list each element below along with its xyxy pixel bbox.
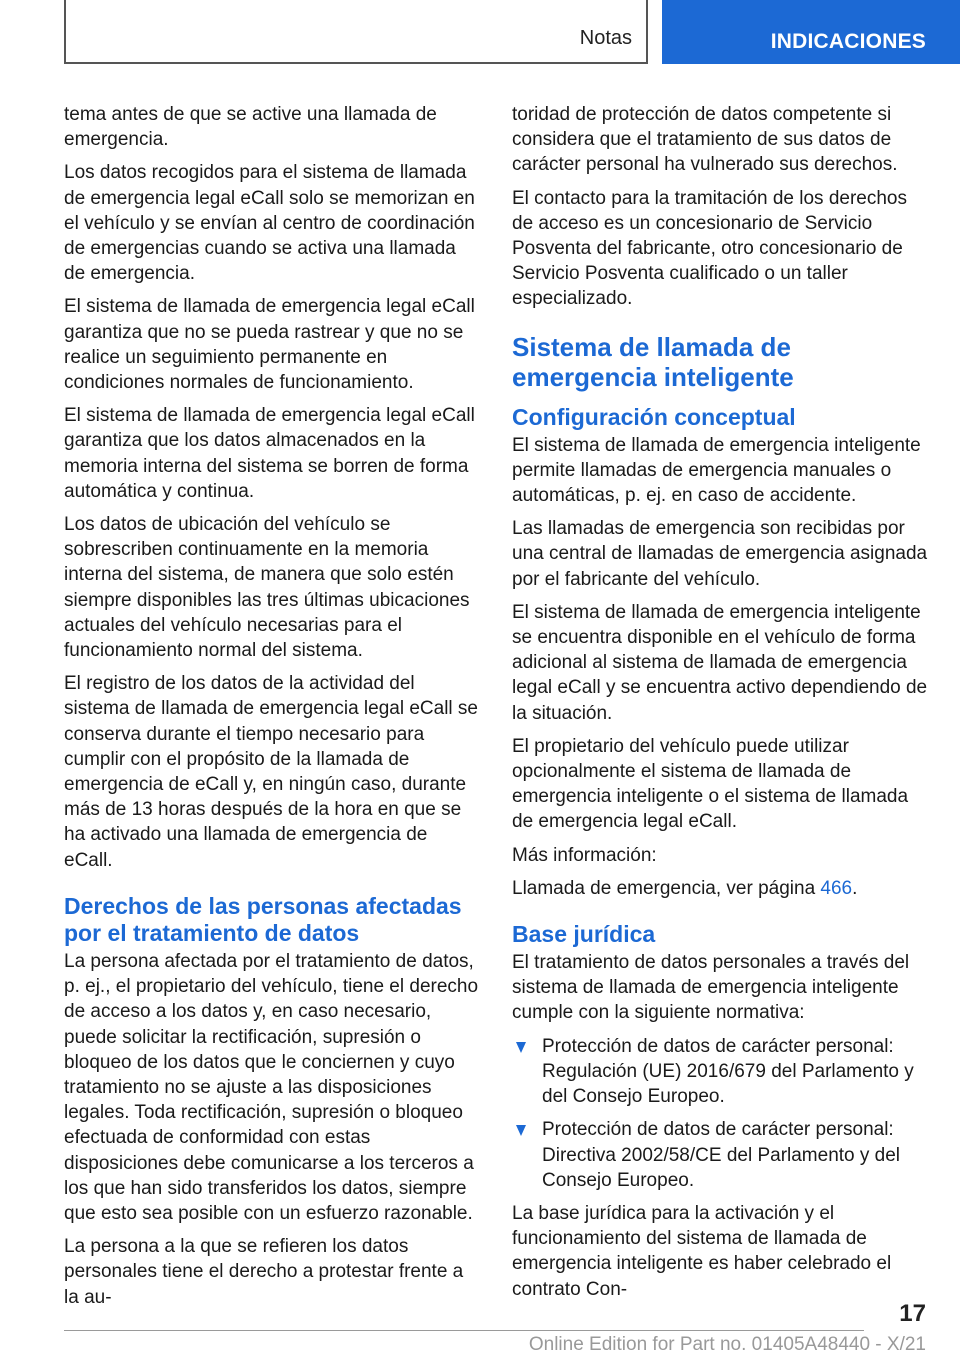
paragraph: La persona afectada por el tratamiento de datos, p. ej., el propietario del vehículo, tiene el derecho de acceso a los datos y, en caso necesario, puede solicitar la rectificación, supresión o bloqueo de los datos que le conciernen y cuyo tratamiento no se ajuste a las disposiciones legales. Toda rectificación, supresión o bloqueo efectuada de conformidad con estas disposiciones debe comunicarse a los terceros a los que han sido transferidos los datos, siempre que esto sea posible con un esfuerzo razonable.	[64, 950, 479, 1224]
left-column	[64, 102, 480, 1318]
paragraph: Más información:	[512, 844, 657, 866]
paragraph: El sistema de llamada de emergencia legal eCall garantiza que no se pueda rastrear y que no se realice un seguimiento permanente en condiciones normales de funcionamiento.	[64, 296, 475, 394]
paragraph: Los datos de ubicación del vehículo se sobrescriben continuamente en la memoria interna del sistema, de manera que solo estén siempre disponibles las tres últimas ubicaciones actuales del vehículo necesarias para el funcionamiento normal del sistema.	[64, 514, 470, 662]
footer-divider	[64, 1330, 864, 1331]
heading-rights: Derechos de las personas afectadas por el tratamiento de datos	[64, 892, 462, 946]
right-column	[512, 102, 928, 1310]
chapter-title: INDICACIONES	[770, 30, 926, 53]
paragraph: El sistema de llamada de emergencia inteligente permite llamadas de emergencia manuales o automáticas, p. ej. en caso de accidente.	[512, 434, 921, 507]
triangle-bullet-icon	[516, 1042, 526, 1053]
triangle-bullet-icon	[516, 1125, 526, 1136]
paragraph: El tratamiento de datos personales a través del sistema de llamada de emergencia inteligente cumple con la siguiente normativa:	[512, 952, 910, 1024]
heading-concept: Configuración conceptual	[512, 403, 796, 430]
paragraph: tema antes de que se active una llamada de emergencia.	[64, 104, 437, 151]
paragraph: El propietario del vehículo puede utilizar opcionalmente el sistema de llamada de emergencia inteligente o el sistema de llamada de emergencia legal eCall.	[512, 735, 909, 833]
cross-reference-text: Llamada de emergencia, ver página	[512, 877, 821, 899]
list-item-text: Protección de datos de carácter personal: Directiva 2002/58/CE del Parlamento y del Consejo Europeo.	[542, 1119, 901, 1191]
list-item-text: Protección de datos de carácter personal: Regulación (UE) 2016/679 del Parlamento y del Consejo Europeo.	[542, 1035, 914, 1108]
page-link-466[interactable]: 466	[820, 877, 853, 899]
paragraph: Las llamadas de emergencia son recibidas por una central de llamadas de emergencia asignada por el fabricante del vehículo.	[512, 518, 928, 590]
list-item	[512, 1117, 928, 1193]
cross-reference-end: .	[852, 877, 858, 899]
header-chapter-tab	[662, 0, 960, 64]
paragraph: Los datos recogidos para el sistema de llamada de emergencia legal eCall solo se memorizan en el vehículo y se envían al centro de coordinación de emergencias cuando se activa una llamada de emergencia.	[64, 162, 475, 285]
heading-legal-basis: Base jurídica	[512, 921, 656, 948]
regulation-list	[512, 1034, 928, 1193]
list-item	[512, 1034, 928, 1110]
paragraph: La base jurídica para la activación y el funcionamiento del sistema de llamada de emergencia inteligente es haber celebrado el contrato Con-	[512, 1202, 892, 1300]
edition-note: Online Edition for Part no. 01405A48440 - X/21	[528, 1334, 926, 1355]
paragraph: El registro de los datos de la actividad del sistema de llamada de emergencia legal eCall se conserva durante el tiempo necesario para cumplir con el propósito de la llamada de emergencia de eCall y, en ningún caso, durante más de 13 horas después de la hora en que se ha activado una llamada de emergencia de eCall.	[64, 673, 479, 871]
header-section-box	[64, 0, 648, 64]
paragraph: La persona a la que se refieren los datos personales tiene el derecho a protestar frente a la au-	[64, 1236, 464, 1308]
paragraph: El sistema de llamada de emergencia inteligente se encuentra disponible en el vehículo de forma adicional al sistema de llamada de emergencia legal eCall y se encuentra activo dependiendo de la situación.	[512, 601, 928, 724]
page-number: 17	[899, 1300, 926, 1327]
paragraph: El contacto para la tramitación de los derechos de acceso es un concesionario de Servicio Posventa del fabricante, otro concesionario de Servicio Posventa cualificado o un taller especializado.	[512, 187, 907, 310]
heading-emergency-system: Sistema de llamada de emergencia inteligente	[512, 331, 794, 392]
paragraph: El sistema de llamada de emergencia legal eCall garantiza que los datos almacenados en la memoria interna del sistema se borren de forma automática y continua.	[64, 405, 475, 502]
paragraph: toridad de protección de datos competente si considera que el tratamiento de sus datos de carácter personal ha vulnerado sus derechos.	[512, 104, 898, 176]
cross-reference	[512, 876, 928, 901]
section-title: Notas	[579, 27, 632, 49]
